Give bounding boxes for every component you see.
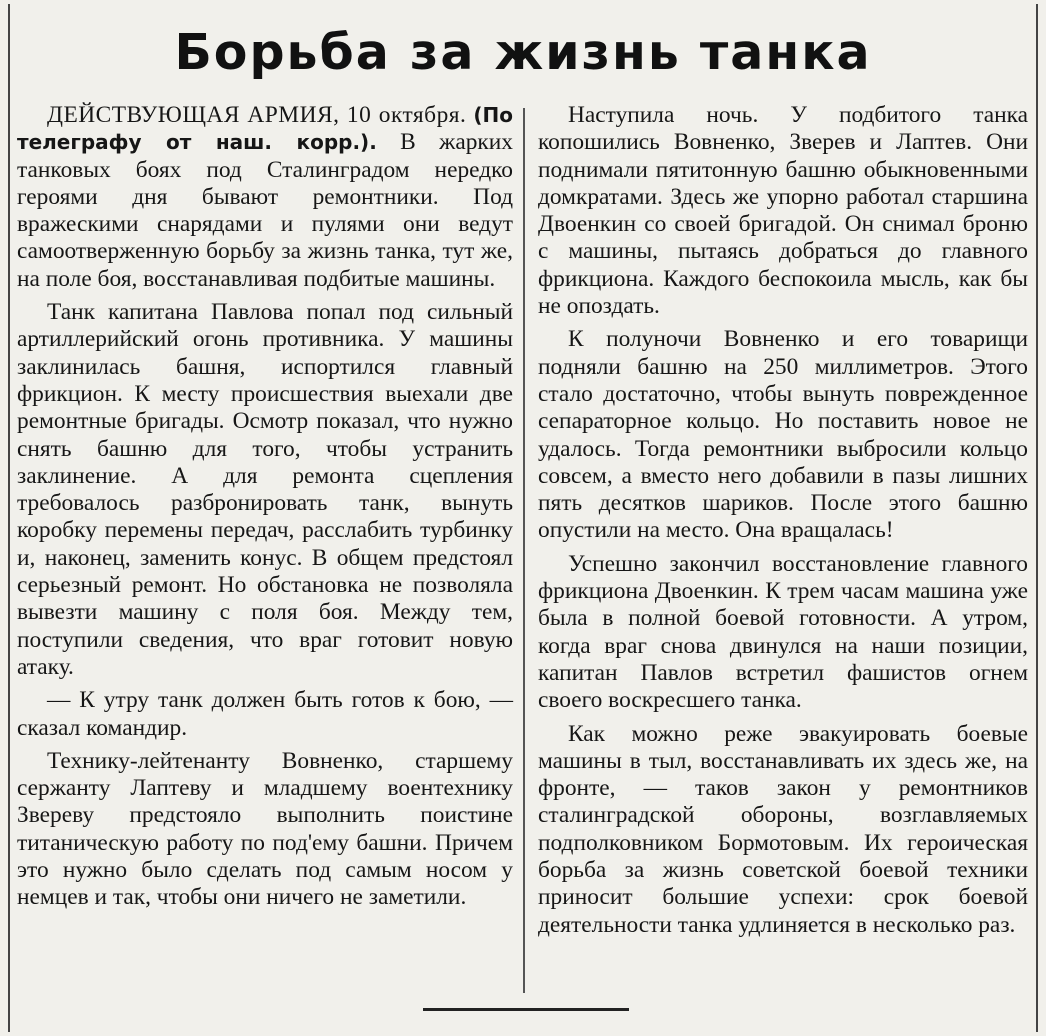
right-column xyxy=(538,102,1028,945)
paragraph-2: Танк капитана Павлова попал под сильный артиллерийский огонь противника. У машины заклинилась башня, испортился главный фрикцион. К месту происшествия выехали две ремонтные бригады. Осмотр показал, что нужно снять башню для того, чтобы устранить заклинение. А для ремонта сцепления требовалось разбронировать танк, вынуть коробку перемены передач, расслабить турбинку и, наконец, заменить конус. В общем предстоял серьезный ремонт. Но обстановка не позволяла вывезти машину с поля боя. Между тем, поступили сведения, что враг готовит новую атаку. xyxy=(17,299,513,680)
left-column xyxy=(17,102,513,918)
paragraph-8: Как можно реже эвакуировать боевые машины в тыл, восстанавливать их здесь же, на фронте, — таков закон у ремонтников сталинградской обороны, возглавляемых подполковником Бормотовым. Их героическая борьба за жизнь советской боевой техники приносит большие успехи: срок боевой деятельности танка удлиняется в несколько раз. xyxy=(538,720,1028,938)
column-divider xyxy=(523,108,525,993)
byline: (По телеграфу от наш. корр.). xyxy=(17,103,513,155)
paragraph-5: Наступила ночь. У подбитого танка копошились Вовненко, Зверев и Лаптев. Они поднимали пятитонную башню обыкновенными домкратами. Здесь же упорно работал старшина Двоенкин со своей бригадой. Он снимал броню с машины, пытаясь добраться до главного фрикциона. Каждого беспокоила мысль, как бы не опоздать. xyxy=(538,102,1028,320)
paragraph-1-text: В жарких танковых боях под Сталинградом нередко героями дня бывают ремонтники. Под вражескими снарядами и пулями они ведут самоотверженную борьбу за жизнь танка, тут же, на поле боя, восстанавливая подбитые машины. xyxy=(17,129,513,292)
end-rule xyxy=(423,1008,629,1011)
dateline: ДЕЙСТВУЮЩАЯ АРМИЯ, 10 октября. xyxy=(47,102,467,128)
paragraph-6: К полуночи Вовненко и его товарищи подняли башню на 250 миллиметров. Этого стало достаточно, чтобы вынуть поврежденное сепараторное кольцо. Но поставить новое не удалось. Тогда ремонтники выбросили кольцо совсем, а вместо него добавили в пазы лишних пять десятков шариков. После этого башню опустили на место. Она вращалась! xyxy=(538,326,1028,544)
paragraph-1 xyxy=(17,102,513,293)
paragraph-4: Технику-лейтенанту Вовненко, старшему сержанту Лаптеву и младшему воентехнику Звереву предстояло выполнить поистине титаническую работу по под'ему башни. Причем это нужно было сделать под самым носом у немцев и так, чтобы они ничего не заметили. xyxy=(17,747,513,911)
paragraph-3: — К утру танк должен быть готов к бою, — сказал командир. xyxy=(17,687,513,741)
paragraph-7: Успешно закончил восстановление главного фрикциона Двоенкин. К трем часам машина уже была в полной боевой готовности. А утром, когда враг снова двинулся на наши позиции, капитан Павлов встретил фашистов огнем своего воскресшего танка. xyxy=(538,550,1028,714)
headline: Борьба за жизнь танка xyxy=(174,24,872,81)
